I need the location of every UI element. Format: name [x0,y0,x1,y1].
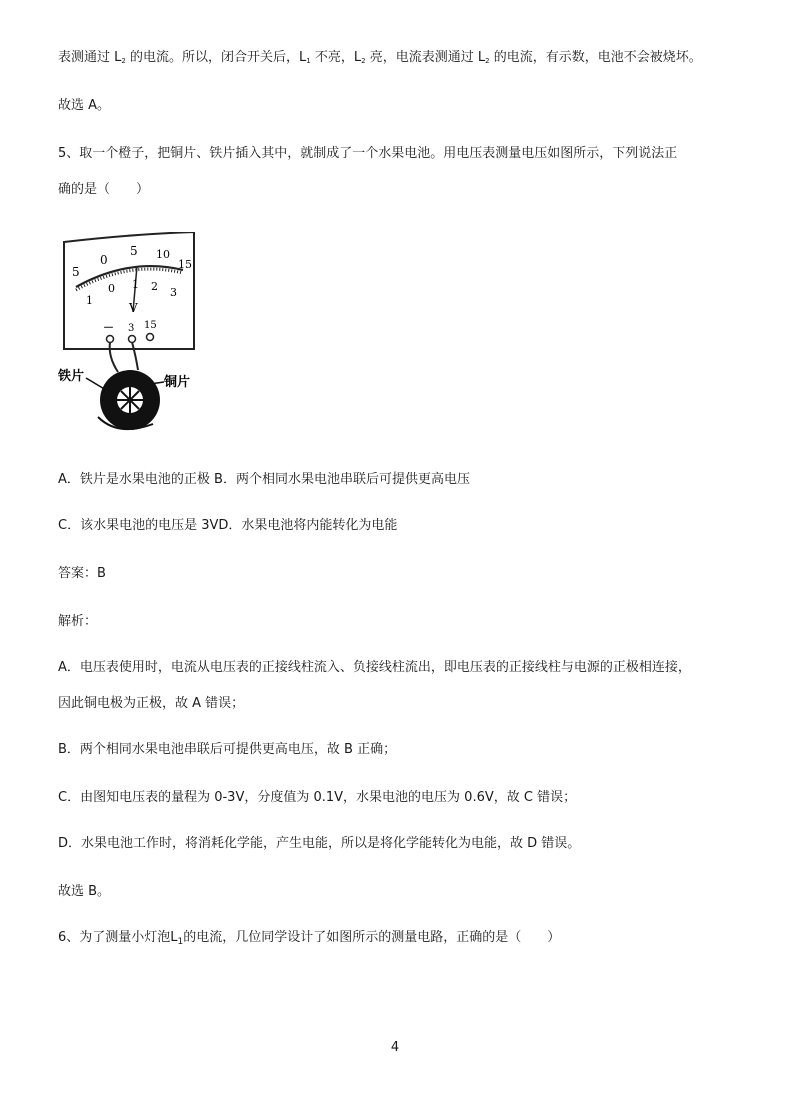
q5-analysis-line: C．由图知电压表的量程为 0-3V，分度值为 0.1V，水果电池的电压为 0.6V，故 C 错误； [58,790,577,805]
upper-scale-label: 5 [72,265,80,279]
subscript: 2 [361,57,366,65]
q5-answer: 答案：B [58,566,106,581]
page-number: 4 [390,1040,400,1055]
iron-plate-label: 铁片 [58,369,85,384]
carry-over-explanation [58,50,702,69]
text-run: 的电流，几位同学设计了如图所示的测量电路，正确的是（ ） [183,930,561,945]
subscript: 1 [177,937,184,947]
q5-analysis-line: A．电压表使用时，电流从电压表的正接线柱流入、负接线柱流出，即电压表的正接线柱与电源的正极相连接， [58,660,691,675]
carry-over-choice: 故选 A。 [58,98,111,113]
subscript: 2 [485,57,490,65]
text-run: 的电流，有示数，电池不会被烧坏。 [489,50,702,65]
terminal-label: 3 [128,323,135,334]
terminal-label: 15 [144,320,157,331]
terminal-15v [147,334,154,341]
q5-stem-line1: 5、取一个橙子，把铜片、铁片插入其中，就制成了一个水果电池。用电压表测量电压如图所示，下列说法正 [58,146,678,161]
upper-scale-label: 5 [130,244,138,258]
iron-leader-line [86,378,106,390]
terminal-label: － [103,321,114,334]
upper-scale-label: 0 [100,253,108,267]
q5-stem-line2: 确的是（ ） [58,182,150,197]
q5-choice: 故选 B。 [58,884,111,899]
subscript: 2 [121,57,126,65]
text-run: 表测通过 L [58,50,122,65]
upper-scale-label: 10 [156,248,170,261]
q6-stem [58,930,560,950]
copper-plate-label: 铜片 [164,375,191,390]
q5-options-line2: C．该水果电池的电压是 3VD．水果电池将内能转化为电能 [58,518,398,533]
voltmeter-fruit-battery-figure [58,232,208,442]
q5-analysis-title: 解析： [58,614,98,629]
lower-scale-label: 1 [86,294,93,307]
unit-label: V [129,301,138,315]
terminal-3v [129,336,136,343]
q5-analysis-line: D．水果电池工作时，将消耗化学能，产生电能，所以是将化学能转化为电能，故 D 错误。 [58,836,581,851]
text-run: 不亮，L [310,50,362,65]
q5-options-line1: A．铁片是水果电池的正极 B．两个相同水果电池串联后可提供更高电压 [58,472,470,487]
text-run: 6、为了测量小灯泡L [58,930,178,945]
text-run: 的电流。所以，闭合开关后，L [125,50,307,65]
lower-scale-label: 2 [151,280,158,293]
text-run: 亮，电流表测通过 L [365,50,486,65]
upper-scale-label: 15 [178,258,192,271]
q5-analysis-line: B．两个相同水果电池串联后可提供更高电压，故 B 正确； [58,742,397,757]
lower-scale-label: 3 [170,286,177,299]
negative-terminal [107,336,114,343]
lower-scale-label: 0 [108,282,115,295]
q5-analysis-line: 因此铜电极为正极，故 A 错误； [58,696,245,711]
lower-scale-label: 1 [132,278,139,291]
subscript: 1 [306,57,311,65]
